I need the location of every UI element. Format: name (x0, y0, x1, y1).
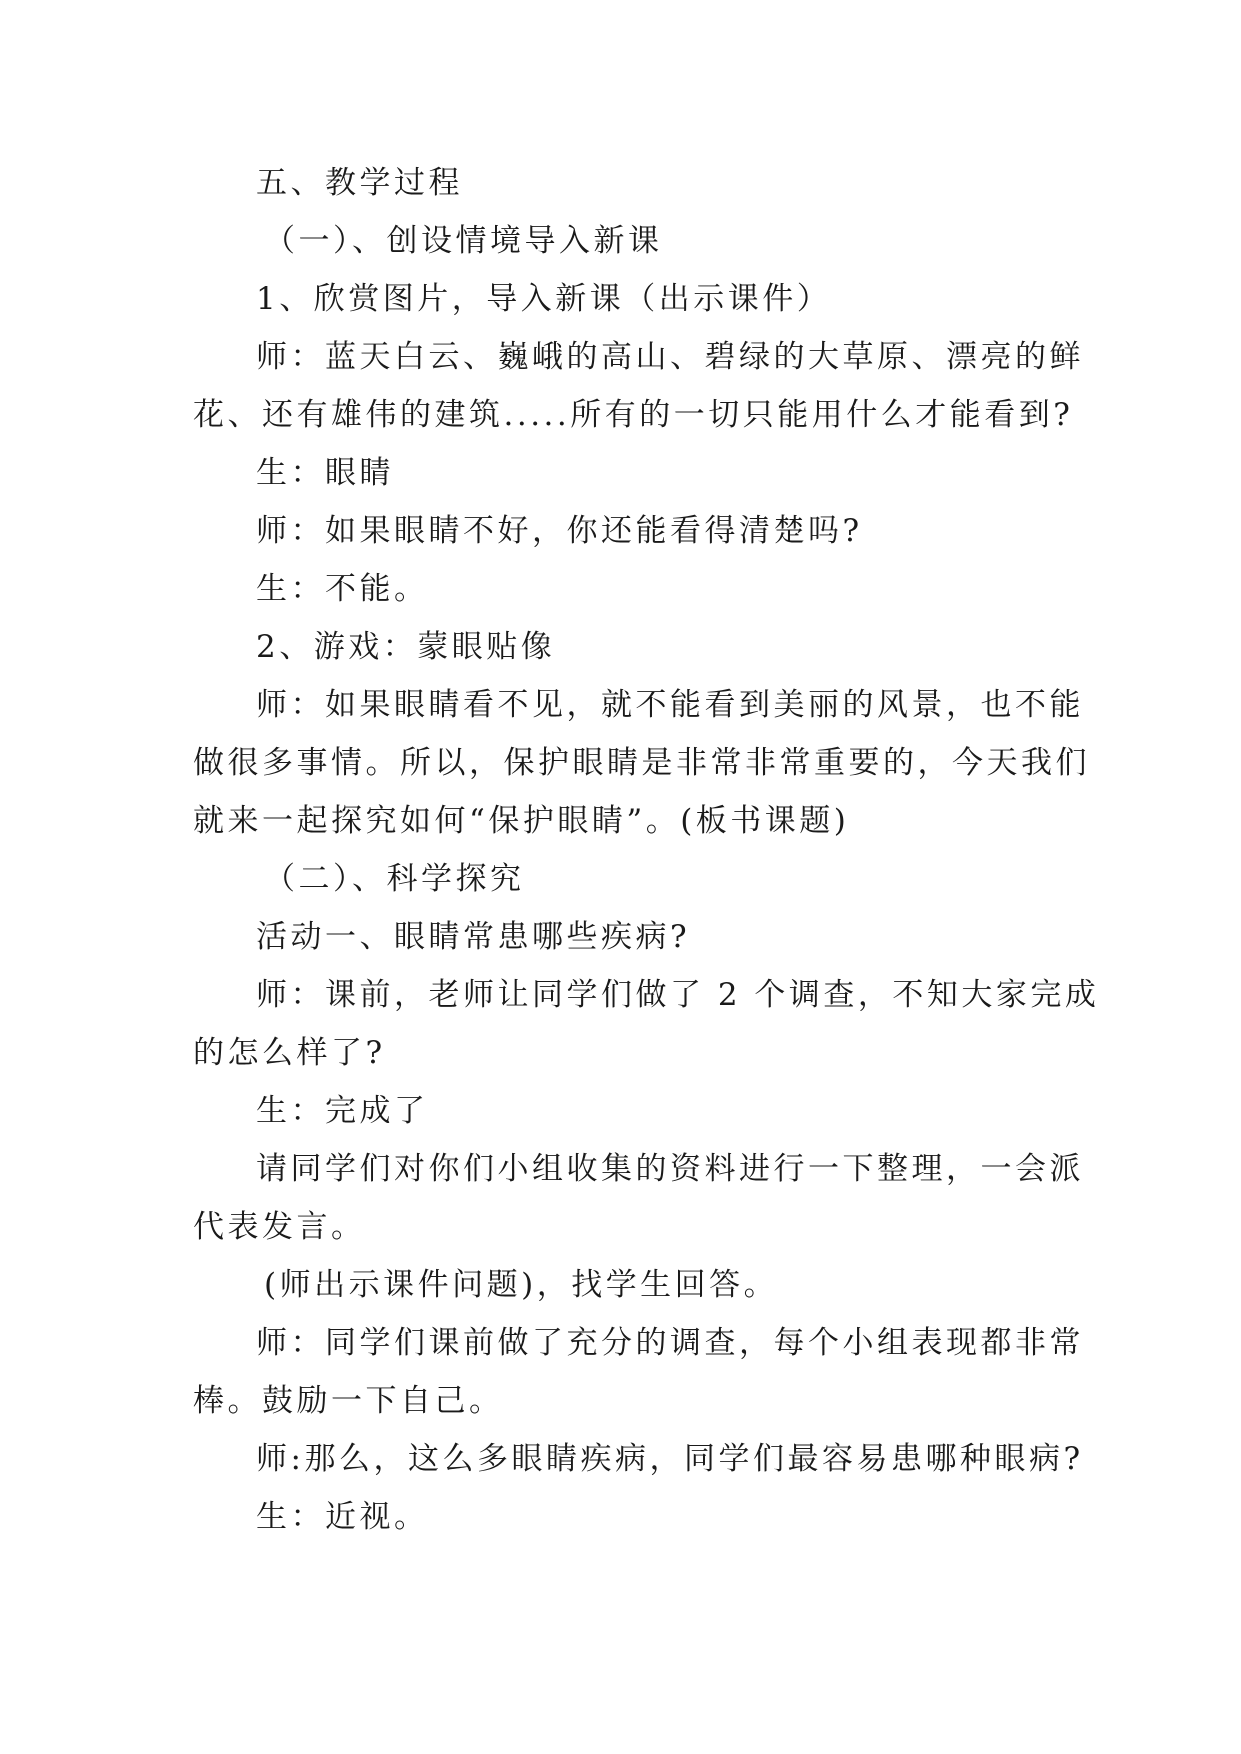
paragraph-line: 棒。鼓励一下自己。 (193, 1383, 504, 1419)
paragraph-line: 师：课前，老师让同学们做了 2 个调查，不知大家完成 (256, 977, 1100, 1013)
paragraph-line: 师:那么，这么多眼睛疾病，同学们最容易患哪种眼病? (256, 1441, 1084, 1477)
paragraph-line: 师：蓝天白云、巍峨的高山、碧绿的大草原、漂亮的鲜 (256, 339, 1084, 375)
paragraph-line: 代表发言。 (193, 1209, 366, 1245)
paragraph-line: 就来一起探究如何“保护眼睛”。(板书课题) (193, 803, 850, 839)
paragraph-line: 的怎么样了? (193, 1035, 386, 1071)
subsection-heading: （一）、创设情境导入新课 (264, 223, 663, 259)
paragraph-line: 生：眼睛 (256, 455, 394, 491)
paragraph-line: 师：如果眼睛不好，你还能看得清楚吗? (256, 513, 863, 549)
paragraph-line: 师：同学们课前做了充分的调查，每个小组表现都非常 (256, 1325, 1084, 1361)
paragraph-line: 生：完成了 (256, 1093, 429, 1129)
paragraph-line: 生：近视。 (256, 1499, 429, 1535)
subsection-heading: （二）、科学探究 (264, 861, 525, 897)
section-heading: 五、教学过程 (256, 165, 463, 201)
paragraph-line: 师：如果眼睛看不见，就不能看到美丽的风景，也不能 (256, 687, 1084, 723)
paragraph-line: 请同学们对你们小组收集的资料进行一下整理，一会派 (256, 1151, 1084, 1187)
paragraph-line: (师出示课件问题)，找学生回答。 (264, 1267, 779, 1303)
step-heading: 1、欣赏图片，导入新课（出示课件） (256, 281, 832, 317)
paragraph-line: 做很多事情。所以，保护眼睛是非常非常重要的，今天我们 (193, 745, 1090, 781)
paragraph-line: 花、还有雄伟的建筑.....所有的一切只能用什么才能看到? (193, 397, 1074, 433)
paragraph-line: 生：不能。 (256, 571, 429, 607)
step-heading: 2、游戏：蒙眼贴像 (256, 629, 556, 665)
activity-heading: 活动一、眼睛常患哪些疾病? (256, 919, 691, 955)
